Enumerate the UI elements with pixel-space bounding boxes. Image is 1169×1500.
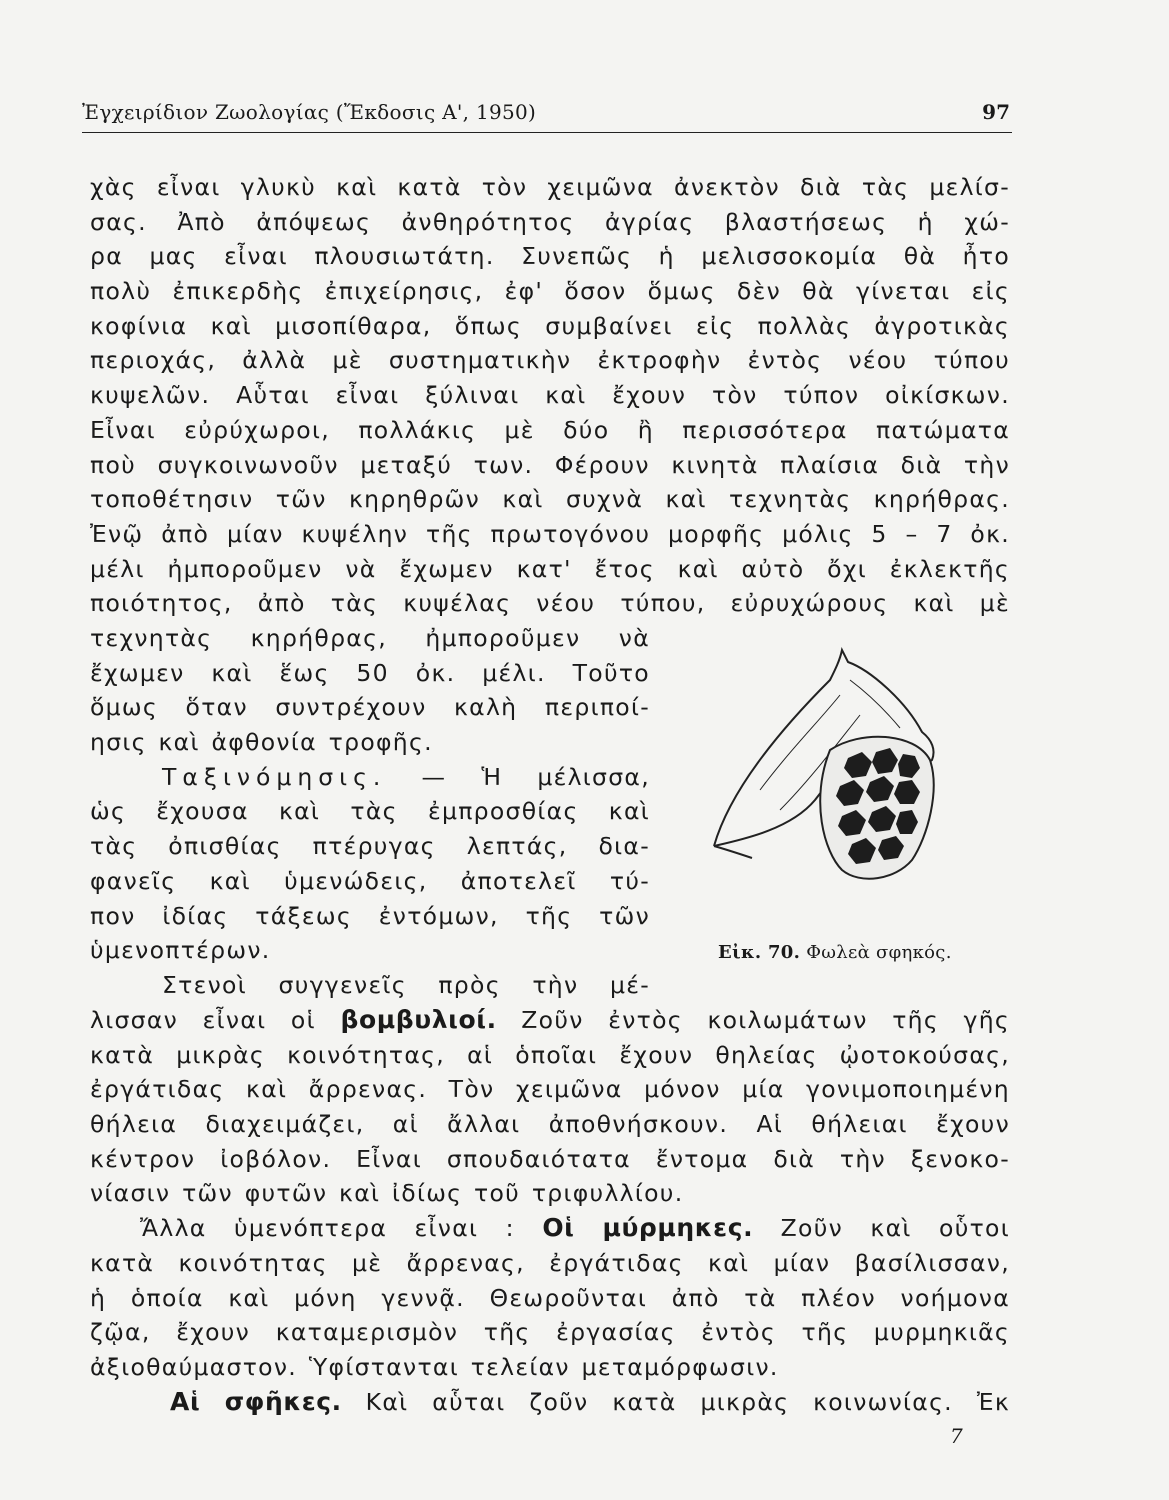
text-line: ἡ ὁποία καὶ μόνη γεννᾷ. Θεωροῦνται ἀπὸ τὰ πλέον νοήμονα [90,1283,1010,1312]
text-line: Εἶναι εὐρύχωροι, πολλάκις μὲ δύο ἢ περισσότερα πατώματα [90,415,1010,444]
text-line: κατὰ μικρὰς κοινότητας, αἱ ὁποῖαι ἔχουν θηλείας ᾠοτοκούσας, [90,1040,1010,1069]
text-line: φανεῖς καὶ ὑμενώδεις, ἀποτελεῖ τύ- [90,866,650,895]
text-line: ποιότητος, ἀπὸ τὰς κυψέλας νέου τύπου, εὐρυχώρους καὶ μὲ [90,589,1010,618]
text-line: κέντρον ἰοβόλον. Εἶναι σπουδαιότατα ἔντομα διὰ τὴν ξενοκο- [90,1144,1010,1173]
text-line [90,1385,1010,1420]
taxonomy-text: — Ἡ μέλισσα, [421,762,650,791]
figure-caption [718,942,1008,963]
text-line: πολὺ ἐπικερδὴς ἐπιχείρησις, ἐφ' ὅσον ὅμως δὲν θὰ γίνεται εἰς [90,277,1010,306]
text-fragment: λισσαν εἶναι οἱ [90,1006,316,1034]
text-fragment: Καὶ αὗται ζοῦν κατὰ μικρὰς κοινωνίας. Ἐκ [365,1387,1010,1416]
text-block-beside-figure [90,621,650,1003]
text-line [90,1003,1010,1038]
book-title: Ἐγχειρίδιον Ζωολογίας (Ἔκδοσις Α', 1950) [82,100,537,124]
text-line: περιοχάς, ἀλλὰ μὲ συστηματικὴν ἐκτροφὴν ἐντὸς νέου τύπου [90,346,1010,375]
text-line: κατὰ κοινότητας μὲ ἄρρενας, ἐργάτιδας καὶ μίαν βασίλισσαν, [90,1248,1010,1277]
text-line: πον ἰδίας τάξεως ἐντόμων, τῆς τῶν [90,901,650,930]
text-line: ποὺ συγκοινωνοῦν μεταξύ των. Φέρουν κινητὰ πλαίσια διὰ τὴν [90,450,1010,479]
text-line: σας. Ἀπὸ ἀπόψεως ἀνθηρότητος ἀγρίας βλαστήσεως ἡ χώ- [90,207,1010,236]
text-line: ἐργάτιδας καὶ ἄρρενας. Τὸν χειμῶνα μόνον μία γονιμοποιημένη [90,1075,1010,1104]
text-line: ὅμως ὅταν συντρέχουν καλὴ περιποί- [90,693,650,722]
text-line: ὑμενοπτέρων. [90,936,271,965]
text-fragment: Ἄλλα ὑμενόπτερα εἶναι : [140,1214,515,1243]
text-line: νίασιν τῶν φυτῶν καὶ ἰδίως τοῦ τριφυλλίου. [90,1179,684,1208]
text-line: Ἐνῷ ἀπὸ μίαν κυψέλην τῆς πρωτογόνου μορφῆς μόλις 5 – 7 ὀκ. [90,519,1010,548]
taxonomy-heading: Ταξινόμησις. [162,762,387,791]
bold-term-ants: Οἱ μύρμηκες. [542,1213,754,1243]
text-line: τοποθέτησιν τῶν κηρηθρῶν καὶ συχνὰ καὶ τεχνητὰς κηρήθρας. [90,485,1010,514]
text-line: ὡς ἔχουσα καὶ τὰς ἐμπροσθίας καὶ [90,797,650,826]
text-line: ρα μας εἶναι πλουσιωτάτη. Συνεπῶς ἡ μελισσοκομία θὰ ἦτο [90,242,1010,271]
figure-number: Εἰκ. 70. [718,942,801,963]
text-line: τὰς ὀπισθίας πτέρυγας λεπτάς, δια- [90,832,650,861]
text-line: τεχνητὰς κηρήθρας, ἠμποροῦμεν νὰ [90,624,650,652]
text-line: ἀξιοθαύμαστον. Ὑφίστανται τελείαν μεταμόρφωσιν. [90,1352,779,1381]
text-block-top [90,170,1010,621]
signature-mark: 7 [950,1424,963,1448]
text-line: κυψελῶν. Αὗται εἶναι ξύλιναι καὶ ἔχουν τὸν τύπον οἰκίσκων. [90,381,1010,410]
wasp-nest-illustration [700,640,1000,940]
text-line: Στενοὶ συγγενεῖς πρὸς τὴν μέ- [162,970,650,999]
text-fragment: Ζοῦν ἐντὸς κοιλωμάτων τῆς γῆς [521,1006,1010,1034]
text-line: θήλεια διαχειμάζει, αἱ ἄλλαι ἀποθνήσκουν. Αἱ θήλειαι ἔχουν [90,1110,1010,1139]
taxonomy-line [90,760,650,795]
text-block-bottom [90,1003,1010,1419]
text-line: ησις καὶ ἀφθονία τροφῆς. [90,728,433,757]
wasp-nest-drawing [700,640,1000,940]
text-line: χὰς εἶναι γλυκὺ καὶ κατὰ τὸν χειμῶνα ἀνεκτὸν διὰ τὰς μελίσ- [90,173,1010,201]
bold-term-bumblebees: βομβυλιοί. [340,1005,497,1034]
page-number: 97 [982,100,1010,124]
text-line: μέλι ἠμποροῦμεν νὰ ἔχωμεν κατ' ἔτος καὶ αὐτὸ ὄχι ἐκλεκτῆς [90,554,1010,583]
running-header [82,92,1012,133]
text-line: ζῷα, ἔχουν καταμερισμὸν τῆς ἐργασίας ἐντὸς τῆς μυρμηκιᾶς [90,1318,1010,1347]
bold-term-wasps: Αἱ σφῆκες. [170,1386,342,1416]
text-line [90,1211,1010,1246]
text-line: κοφίνια καὶ μισοπίθαρα, ὅπως συμβαίνει εἰς πολλὰς ἀγροτικὰς [90,311,1010,340]
figure-caption-text: Φωλεὰ σφηκός. [806,942,952,963]
text-line: ἔχωμεν καὶ ἕως 50 ὀκ. μέλι. Τοῦτο [90,658,650,687]
text-fragment: Ζοῦν καὶ οὗτοι [780,1214,1010,1243]
